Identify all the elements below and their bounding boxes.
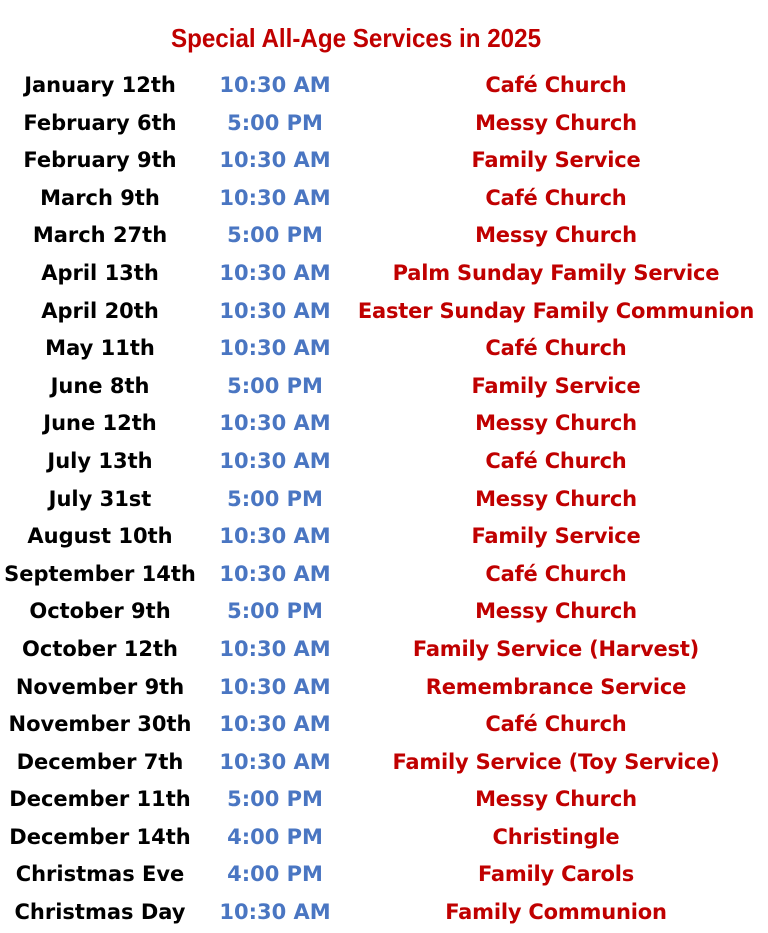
service-date: June 12th	[43, 411, 157, 436]
service-time: 10:30 AM	[219, 561, 331, 586]
service-row	[0, 368, 768, 406]
service-date: November 9th	[15, 674, 185, 699]
service-row	[0, 593, 768, 631]
service-time: 5:00 PM	[227, 110, 323, 135]
service-name: Messy Church	[475, 223, 637, 248]
service-name: Family Service	[471, 148, 641, 173]
page-title: Special All-Age Services in 2025	[170, 23, 542, 53]
service-row	[0, 293, 768, 331]
service-row	[0, 481, 768, 519]
service-name: Family Service	[471, 373, 641, 398]
service-name: Family Communion	[445, 900, 667, 925]
service-time: 10:30 AM	[219, 185, 331, 210]
service-row	[0, 706, 768, 744]
service-time: 5:00 PM	[227, 223, 323, 248]
service-name: Café Church	[485, 712, 627, 737]
service-row	[0, 744, 768, 782]
service-date: December 14th	[9, 824, 191, 849]
service-name: Café Church	[485, 336, 627, 361]
service-time: 10:30 AM	[219, 712, 331, 737]
service-name: Messy Church	[475, 110, 637, 135]
service-date: February 6th	[23, 110, 177, 135]
service-name: Café Church	[485, 561, 627, 586]
service-date: Christmas Eve	[15, 862, 185, 887]
service-row	[0, 180, 768, 218]
service-name: Family Service (Harvest)	[412, 636, 700, 661]
service-time: 5:00 PM	[227, 599, 323, 624]
service-time: 4:00 PM	[227, 862, 323, 887]
service-time: 10:30 AM	[219, 298, 331, 323]
service-date: August 10th	[27, 524, 173, 549]
services-list	[0, 67, 768, 932]
service-name: Messy Church	[475, 486, 637, 511]
service-row	[0, 669, 768, 707]
service-name: Family Carols	[477, 862, 635, 887]
service-time: 10:30 AM	[219, 260, 331, 285]
service-row	[0, 894, 768, 932]
service-name: Family Service	[471, 524, 641, 549]
service-name: Christingle	[492, 824, 620, 849]
service-date: December 11th	[9, 787, 191, 812]
service-date: September 14th	[4, 561, 196, 586]
service-time: 10:30 AM	[219, 524, 331, 549]
service-date: November 30th	[8, 712, 192, 737]
service-row	[0, 255, 768, 293]
service-row	[0, 405, 768, 443]
service-name: Messy Church	[475, 599, 637, 624]
service-time: 5:00 PM	[227, 373, 323, 398]
service-date: February 9th	[23, 148, 177, 173]
service-row	[0, 556, 768, 594]
service-date: October 9th	[29, 599, 171, 624]
service-date: Christmas Day	[14, 900, 186, 925]
service-row	[0, 443, 768, 481]
service-time: 4:00 PM	[227, 824, 323, 849]
service-time: 10:30 AM	[219, 336, 331, 361]
service-time: 10:30 AM	[219, 148, 331, 173]
service-date: July 31st	[48, 486, 152, 511]
service-name: Café Church	[485, 185, 627, 210]
service-date: March 9th	[40, 185, 160, 210]
service-time: 10:30 AM	[219, 900, 331, 925]
service-name: Messy Church	[475, 411, 637, 436]
service-name: Café Church	[485, 448, 627, 473]
service-date: July 13th	[47, 448, 153, 473]
service-date: April 13th	[41, 260, 159, 285]
service-date: January 12th	[24, 73, 176, 97]
service-date: June 8th	[50, 373, 150, 398]
service-date: March 27th	[32, 223, 168, 248]
service-time: 10:30 AM	[219, 636, 331, 661]
service-row	[0, 819, 768, 857]
service-time: 10:30 AM	[219, 73, 331, 97]
service-row	[0, 142, 768, 180]
service-name: Easter Sunday Family Communion	[357, 298, 755, 323]
service-row	[0, 856, 768, 894]
service-row	[0, 631, 768, 669]
service-name: Messy Church	[475, 787, 637, 812]
service-name: Remembrance Service	[425, 674, 687, 699]
service-row	[0, 518, 768, 556]
service-row	[0, 105, 768, 143]
service-name: Café Church	[485, 73, 627, 97]
service-date: December 7th	[16, 749, 184, 774]
service-date: April 20th	[41, 298, 159, 323]
service-row	[0, 217, 768, 255]
service-time: 10:30 AM	[219, 749, 331, 774]
service-time: 5:00 PM	[227, 486, 323, 511]
service-time: 10:30 AM	[219, 674, 331, 699]
service-time: 5:00 PM	[227, 787, 323, 812]
service-date: May 11th	[45, 336, 155, 361]
service-date: October 12th	[22, 636, 178, 661]
service-time: 10:30 AM	[219, 411, 331, 436]
service-name: Family Service (Toy Service)	[392, 749, 720, 774]
service-name: Palm Sunday Family Service	[392, 260, 720, 285]
service-row	[0, 67, 768, 105]
service-row	[0, 781, 768, 819]
service-time: 10:30 AM	[219, 448, 331, 473]
service-row	[0, 330, 768, 368]
